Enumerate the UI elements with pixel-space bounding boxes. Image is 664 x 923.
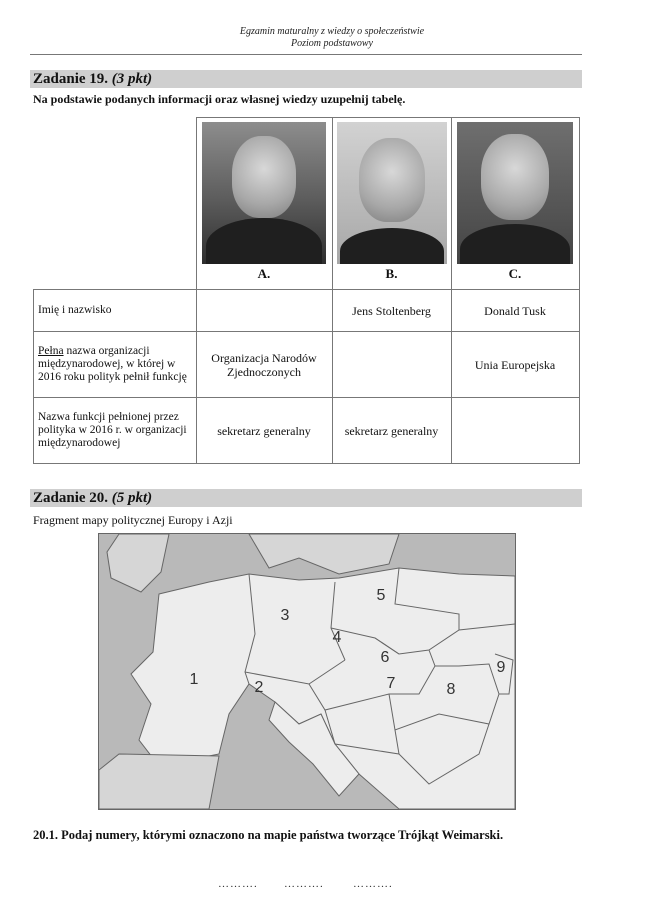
row-header-organization-emphasis: Pełna (38, 345, 64, 357)
answer-cell-a-name[interactable] (196, 290, 332, 332)
photo-cell-a (196, 118, 332, 290)
table-row (34, 332, 580, 398)
photo-label-c: C. (508, 266, 522, 281)
map-caption: Fragment mapy politycznej Europy i Azji (33, 513, 233, 527)
map-label-1: 1 (189, 671, 199, 688)
map-label-8: 8 (446, 681, 456, 698)
task-19-title: Zadanie 19. (33, 71, 109, 87)
task-19-instruction: Na podstawie podanych informacji oraz własnej wiedzy uzupełnij tabelę. (33, 92, 406, 106)
header-level: Poziom podstawowy (291, 38, 373, 49)
table-row (34, 290, 580, 332)
map-drawing (99, 534, 515, 809)
task-19-points: (3 pkt) (111, 71, 153, 87)
map-label-7: 7 (386, 675, 396, 692)
cell-b-function: sekretarz generalny (332, 398, 451, 464)
answer-cell-c-function[interactable] (451, 398, 579, 464)
answer-cell-b-organization[interactable] (332, 332, 451, 398)
map-label-5: 5 (376, 587, 386, 604)
row-header-function: Nazwa funkcji pełnionej przez polityka w 2016 r. w organizacji międzynarodowej (34, 398, 197, 464)
task-20-heading (30, 489, 582, 507)
header-rule (30, 54, 582, 55)
header-exam-title: Egzamin maturalny z wiedzy o społeczeństwie (239, 26, 425, 37)
question-20-1 (33, 828, 581, 843)
cell-a-organization: Organizacja Narodów Zjednoczonych (196, 332, 332, 398)
task-19-table (33, 117, 580, 464)
photo-a-image (202, 122, 326, 264)
task-20-title: Zadanie 20. (33, 490, 109, 506)
region-iberia (99, 754, 219, 809)
map-label-9: 9 (496, 659, 506, 676)
map-label-6: 6 (380, 649, 390, 666)
photo-c-image (457, 122, 573, 264)
row-header-organization-rest: nazwa organizacji międzynarodowej, w której w 2016 roku polityk pełnił funkcję (38, 345, 187, 383)
cell-c-organization: Unia Europejska (451, 332, 579, 398)
cell-c-name: Donald Tusk (451, 290, 579, 332)
answer-blank-2[interactable]: ………. (284, 878, 324, 890)
political-map (98, 533, 516, 810)
map-label-4: 4 (332, 629, 342, 646)
answer-blank-1[interactable]: ………. (218, 878, 258, 890)
table-corner (34, 118, 197, 290)
map-label-2: 2 (254, 679, 264, 696)
photo-label-b: B. (385, 266, 398, 281)
answer-blank-3[interactable]: ………. (353, 878, 393, 890)
row-header-name: Imię i nazwisko (34, 290, 197, 332)
map-label-3: 3 (280, 607, 290, 624)
row-header-organization (34, 332, 197, 398)
page-header (0, 26, 664, 50)
photo-cell-c (451, 118, 579, 290)
cell-a-function: sekretarz generalny (196, 398, 332, 464)
photo-b-image (337, 122, 447, 264)
cell-b-name: Jens Stoltenberg (332, 290, 451, 332)
question-20-1-text: Podaj numery, którymi oznaczono na mapie państwa tworzące Trójkąt Weimarski. (61, 828, 504, 842)
task-19-heading (30, 70, 582, 88)
task-20-points: (5 pkt) (111, 490, 153, 506)
photo-cell-b (332, 118, 451, 290)
photo-label-a: A. (257, 266, 271, 281)
question-20-1-number: 20.1. (33, 828, 58, 842)
table-row (34, 398, 580, 464)
